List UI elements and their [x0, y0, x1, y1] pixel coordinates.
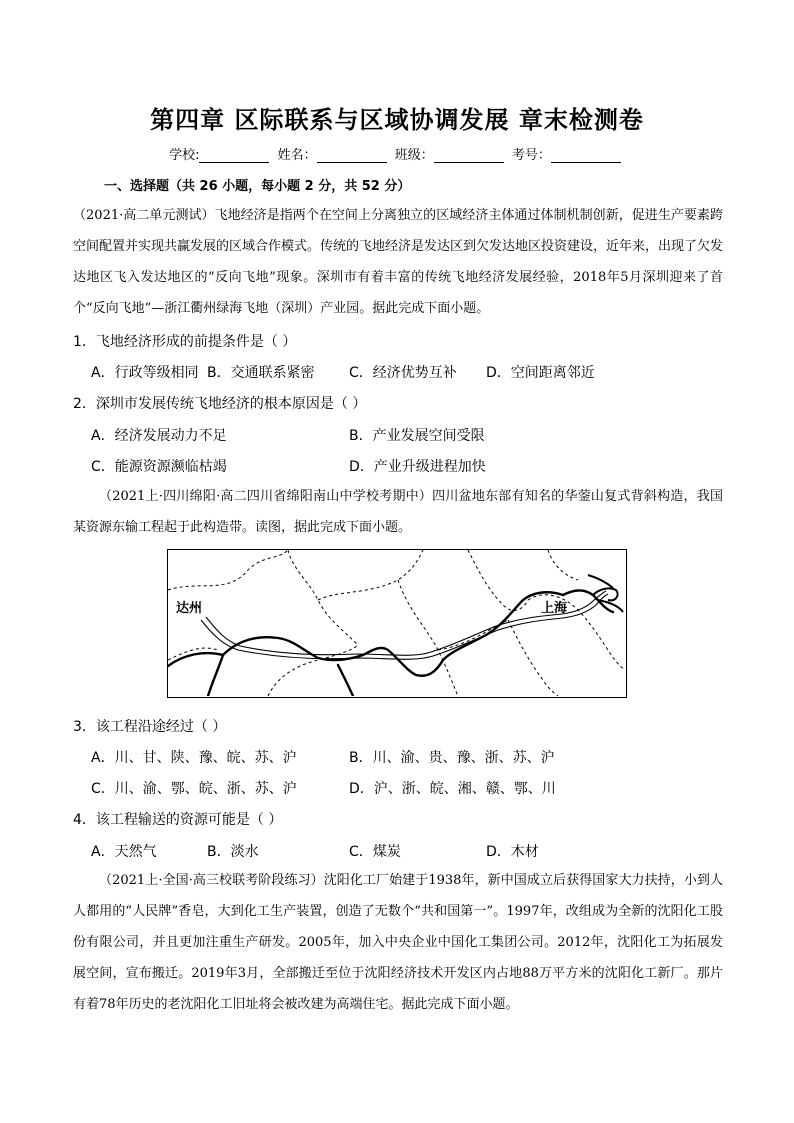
student-info-line [0, 144, 794, 163]
class-label: 班级： [394, 148, 434, 163]
question-4-stem: 4．该工程输送的资源可能是（ ） [73, 812, 283, 828]
passage-1: （2021·高二单元测试）飞地经济是指两个在空间上分离独立的区域经济主体通过体制机制创新，促进生产要素跨空间配置并实现共赢发展的区域合作模式。传统的飞地经济是发达区到欠发达地区投资建设，近年来，出现了欠发达地区飞入发达地区的“反向飞地”现象。深圳市有着丰富的传统飞地经济发展经验，2018年5月深圳迎来了首个“反向飞地”—浙江衢州绿海飞地（深圳）产业园。据此完成下面小题。 [73, 208, 724, 316]
page-title: 第四章 区际联系与区域协调发展 章末检测卷 [150, 106, 644, 134]
question-4-option-b[interactable]: B．淡水 [207, 844, 259, 860]
section-heading: 一、选择题（共 26 小题，每小题 2 分，共 52 分） [104, 179, 411, 194]
class-blank[interactable] [434, 150, 504, 163]
name-blank[interactable] [317, 150, 387, 163]
question-2-option-a[interactable]: A．经济发展动力不足 [91, 428, 227, 444]
question-1-option-a[interactable]: A．行政等级相同 [91, 365, 199, 381]
question-2-stem: 2．深圳市发展传统飞地经济的根本原因是（ ） [73, 396, 367, 412]
question-2-option-c[interactable]: C．能源资源濒临枯竭 [91, 459, 227, 475]
question-1-stem: 1．飞地经济形成的前提条件是（ ） [73, 334, 297, 350]
question-3-stem: 3．该工程沿途经过（ ） [73, 719, 227, 735]
map-drawing [168, 550, 625, 696]
question-4-option-c[interactable]: C．煤炭 [349, 844, 401, 860]
passage-3: （2021上·全国·高三校联考阶段练习）沈阳化工厂始建于1938年，新中国成立后获得国家大力扶持，小到人人都用的“人民牌”香皂，大到化工生产装置，创造了无数个“共和国第一”。1997年，改组成为全新的沈阳化工股份有限公司，并且更加注重生产研发。2005年，加入中央企业中国化工集团公司。2012年，沈阳化工为拓展发展空间，宣布搬迁。2019年3月，全部搬迁至位于沈阳经济技术开发区内占地88万平方米的沈阳化工新厂。那片有着78年历史的老沈阳化工旧址将会被改建为高端住宅。据此完成下面小题。 [73, 873, 723, 1012]
school-label: 学校: [169, 148, 200, 163]
question-1-option-d[interactable]: D．空间距离邻近 [486, 365, 595, 381]
question-4-option-d[interactable]: D．木材 [486, 844, 539, 860]
question-3-option-b[interactable]: B．川、渝、贵、豫、浙、苏、沪 [349, 750, 555, 766]
question-3-option-c[interactable]: C．川、渝、鄂、皖、浙、苏、沪 [91, 781, 297, 797]
map-label-shanghai: 上海 [541, 601, 568, 616]
question-3-option-a[interactable]: A．川、甘、陕、豫、皖、苏、沪 [91, 750, 297, 766]
question-1-option-c[interactable]: C．经济优势互补 [349, 365, 457, 381]
pipeline-route-map [167, 549, 627, 698]
question-1-option-b[interactable]: B．交通联系紧密 [207, 365, 315, 381]
school-blank[interactable] [199, 150, 269, 163]
id-blank[interactable] [551, 150, 621, 163]
question-4-option-a[interactable]: A．天然气 [91, 844, 157, 860]
map-label-dazhou: 达州 [176, 601, 203, 616]
question-3-option-d[interactable]: D．沪、浙、皖、湘、赣、鄂、川 [349, 781, 556, 797]
passage-2: （2021上·四川绵阳·高二四川省绵阳南山中学校考期中）四川盆地东部有知名的华蓥山复式背斜构造，我国某资源东输工程起于此构造带。读图，据此完成下面小题。 [73, 489, 723, 535]
name-label: 姓名： [277, 148, 317, 163]
question-2-option-d[interactable]: D．产业升级进程加快 [349, 459, 486, 475]
question-2-option-b[interactable]: B．产业发展空间受限 [349, 428, 485, 444]
id-label: 考号： [511, 148, 551, 163]
